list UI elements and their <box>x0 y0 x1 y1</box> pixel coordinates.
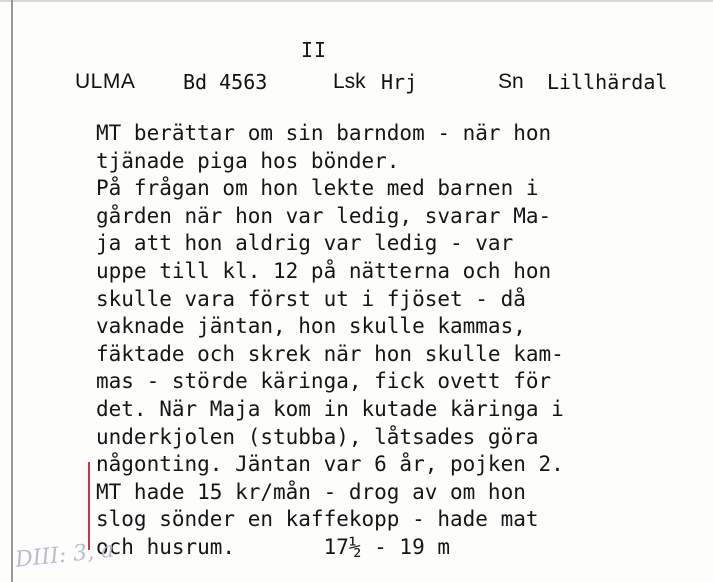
body-line: slog sönder en kaffekopp - hade mat <box>96 507 539 532</box>
body-line: På frågan om hon lekte med barnen i <box>96 176 539 201</box>
socken-label: Sn <box>498 70 524 93</box>
landskap-label: Lsk <box>333 70 366 93</box>
body-line: mas - störde käringa, fick ovett för <box>96 369 552 394</box>
section-number: II <box>301 38 328 62</box>
socken-value: Lillhärdal <box>547 70 668 94</box>
body-line: MT hade 15 kr/mån - drog av om hon <box>96 479 526 504</box>
top-border <box>0 0 713 2</box>
body-line: underkjolen (stubba), låtsades göra <box>96 424 539 449</box>
body-line: skulle vara först ut i fjöset - då <box>96 286 526 311</box>
body-line: vaknade jäntan, hon skulle kammas, <box>96 314 526 339</box>
card-body-text <box>96 120 708 562</box>
archive-code: ULMA <box>75 70 136 93</box>
body-line: det. När Maja kom in kutade käringa i <box>96 396 564 421</box>
red-margin-mark <box>88 462 90 550</box>
body-line: MT berättar om sin barndom - när hon <box>96 121 552 145</box>
body-line: fäktade och skrek när hon skulle kam- <box>96 341 564 366</box>
body-line: uppe till kl. 12 på nätterna och hon <box>96 258 552 283</box>
body-line: gården när hon var ledig, svarar Ma- <box>96 203 552 228</box>
landskap-value: Hrj <box>381 70 418 94</box>
body-line: ja att hon aldrig var ledig - var <box>96 231 514 256</box>
body-line: tjänade piga hos bönder. <box>96 148 400 173</box>
pencil-annotation: DIII: 3, a <box>14 537 116 573</box>
card-header <box>0 70 713 100</box>
volume-number: Bd 4563 <box>183 70 268 94</box>
body-line: och husrum. 17½ - 19 m <box>96 534 451 559</box>
body-line: någonting. Jäntan var 6 år, pojken 2. <box>96 452 564 477</box>
